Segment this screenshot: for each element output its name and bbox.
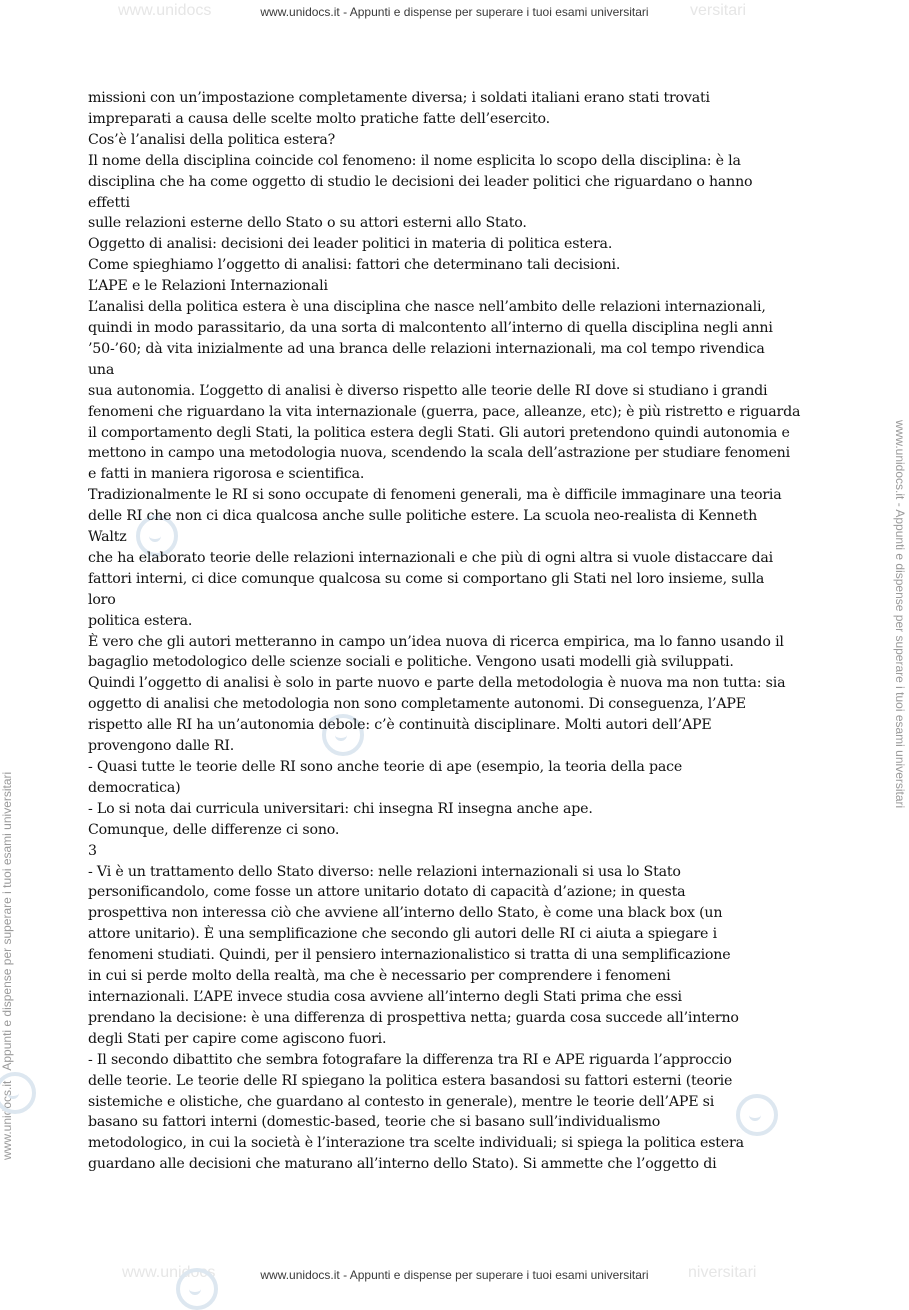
text-line: prendano la decisione: è una differenza di prospettiva netta; guarda cosa succede all’interno	[88, 1009, 739, 1026]
header-watermark: www.unidocs.it - Appunti e dispense per superare i tuoi esami universitari	[260, 5, 649, 19]
watermark-logo-icon	[0, 1072, 36, 1114]
text-line: il comportamento degli Stati, la politica estera degli Stati. Gli autori pretendono quindi autonomia e	[88, 424, 790, 441]
right-side-watermark: www.unidocs.it - Appunti e dispense per superare i tuoi esami universitari	[893, 420, 907, 809]
text-line: democratica)	[88, 779, 181, 796]
text-line: politica estera.	[88, 612, 193, 629]
text-line: Cos’è l’analisi della politica estera?	[88, 131, 335, 148]
text-line: basano su fattori interni (domestic-based, teorie che si basano sull’individualismo	[88, 1114, 661, 1131]
text-line: bagaglio metodologico delle scienze sociali e politiche. Vengono usati modelli già sviluppati.	[88, 654, 734, 671]
text-line: quindi in modo parassitario, da una sorta di malcontento all’interno di quella disciplina negli anni	[88, 319, 773, 336]
text-line: sulle relazioni esterne dello Stato o su attori esterni allo Stato.	[88, 215, 527, 232]
text-line: - Il secondo dibattito che sembra fotografare la differenza tra RI e APE riguarda l’approccio	[88, 1051, 732, 1068]
text-line: - Vi è un trattamento dello Stato diverso: nelle relazioni internazionali si usa lo Stato	[88, 863, 681, 880]
text-line: Comunque, delle differenze ci sono.	[88, 821, 340, 838]
text-line: una	[88, 361, 115, 378]
text-line: attore unitario). È una semplificazione che secondo gli autori delle RI ci aiuta a spiegare i	[88, 926, 717, 943]
text-line: Il nome della disciplina coincide col fenomeno: il nome esplicita lo scopo della disciplina: è la	[88, 152, 741, 169]
text-line: delle RI che non ci dica qualcosa anche sulle politiche estere. La scuola neo-realista di Kenneth	[88, 508, 758, 525]
text-line: disciplina che ha come oggetto di studio le decisioni dei leader politici che riguardano o hanno	[88, 173, 753, 190]
text-line: Oggetto di analisi: decisioni dei leader politici in materia di politica estera.	[88, 236, 613, 253]
text-line: fattori interni, ci dice comunque qualcosa su come si comportano gli Stati nel loro insieme, sulla	[88, 570, 765, 587]
text-line: Tradizionalmente le RI si sono occupate di fenomeni generali, ma è difficile immaginare una teoria	[88, 487, 782, 504]
text-line: - Quasi tutte le teorie delle RI sono anche teorie di ape (esempio, la teoria della pace	[88, 759, 683, 775]
text-line: È vero che gli autori metteranno in campo un’idea nuova di ricerca empirica, ma lo fanno usando il	[88, 633, 784, 650]
text-line: rispetto alle RI ha un’autonomia debole: c’è continuità disciplinare. Molti autori dell’APE	[88, 717, 712, 734]
watermark-logo-icon	[176, 1268, 218, 1310]
left-side-watermark: www.unidocs.it - Appunti e dispense per superare i tuoi esami universitari	[0, 771, 14, 1160]
header-watermark-faint-right: versitari	[690, 2, 747, 19]
text-line: fenomeni che riguardano la vita internazionale (guerra, pace, alleanze, etc); è più ristretto e riguarda	[88, 403, 801, 420]
footer-watermark: www.unidocs.it - Appunti e dispense per superare i tuoi esami universitari	[260, 1268, 649, 1282]
text-line: Waltz	[88, 529, 127, 546]
text-line: Come spieghiamo l’oggetto di analisi: fattori che determinano tali decisioni.	[88, 257, 621, 274]
text-line: sua autonomia. L’oggetto di analisi è diverso rispetto alle teorie delle RI dove si studiano i grandi	[88, 382, 768, 399]
text-line: loro	[88, 591, 116, 608]
footer-watermark-faint-left: www.unidocs	[122, 1264, 216, 1281]
text-line: degli Stati per capire come agiscono fuori.	[88, 1030, 387, 1047]
text-line: personificandolo, come fosse un attore unitario dotato di capacità d’azione; in questa	[88, 884, 686, 901]
text-line: impreparati a causa delle scelte molto pratiche fatte dell’esercito.	[88, 110, 550, 127]
text-line: provengono dalle RI.	[88, 738, 235, 755]
text-line: L’APE e le Relazioni Internazionali	[88, 278, 328, 295]
text-line: guardano alle decisioni che maturano all’interno dello Stato). Si ammette che l’oggetto di	[88, 1156, 717, 1173]
document-body	[88, 88, 828, 1175]
text-line: e fatti in maniera rigorosa e scientifica.	[88, 466, 365, 483]
footer-watermark-faint-right: niversitari	[688, 1264, 757, 1281]
text-line: mettono in campo una metodologia nuova, scendendo la scala dell’astrazione per studiare fenomeni	[88, 445, 790, 462]
text-line: sistemiche e olistiche, che guardano al contesto in generale), mentre le teorie dell’APE si	[88, 1093, 715, 1110]
text-line: 3	[88, 842, 97, 859]
text-line: metodologico, in cui la società è l’interazione tra scelte individuali; si spiega la politica estera	[88, 1135, 744, 1152]
text-line: in cui si perde molto della realtà, ma che è necessario per comprendere i fenomeni	[88, 968, 671, 985]
text-line: L’analisi della politica estera è una disciplina che nasce nell’ambito delle relazioni internazionali,	[88, 299, 766, 316]
text-line: oggetto di analisi che metodologia non sono completamente autonomi. Di conseguenza, l’APE	[88, 696, 746, 713]
text-line: missioni con un’impostazione completamente diversa; i soldati italiani erano stati trovati	[88, 90, 710, 106]
text-line: Quindi l’oggetto di analisi è solo in parte nuovo e parte della metodologia è nuova ma non tutta: sia	[88, 675, 786, 692]
text-line: - Lo si nota dai curricula universitari: chi insegna RI insegna anche ape.	[88, 800, 593, 817]
text-line: che ha elaborato teorie delle relazioni internazionali e che più di ogni altra si vuole distaccare dai	[88, 549, 774, 566]
text-line: delle teorie. Le teorie delle RI spiegano la politica estera basandosi su fattori esterni (teorie	[88, 1072, 733, 1089]
text-line: ’50-’60; dà vita inizialmente ad una branca delle relazioni internazionali, ma col tempo rivendica	[88, 340, 765, 357]
text-line: prospettiva non interessa ciò che avviene all’interno dello Stato, è come una black box (un	[88, 905, 723, 922]
header-watermark-faint-left: www.unidocs	[118, 2, 212, 19]
text-line: internazionali. L’APE invece studia cosa avviene all’interno degli Stati prima che essi	[88, 988, 682, 1005]
text-line: fenomeni studiati. Quindi, per il pensiero internazionalistico si tratta di una semplificazione	[88, 947, 731, 964]
text-line: effetti	[88, 194, 130, 211]
